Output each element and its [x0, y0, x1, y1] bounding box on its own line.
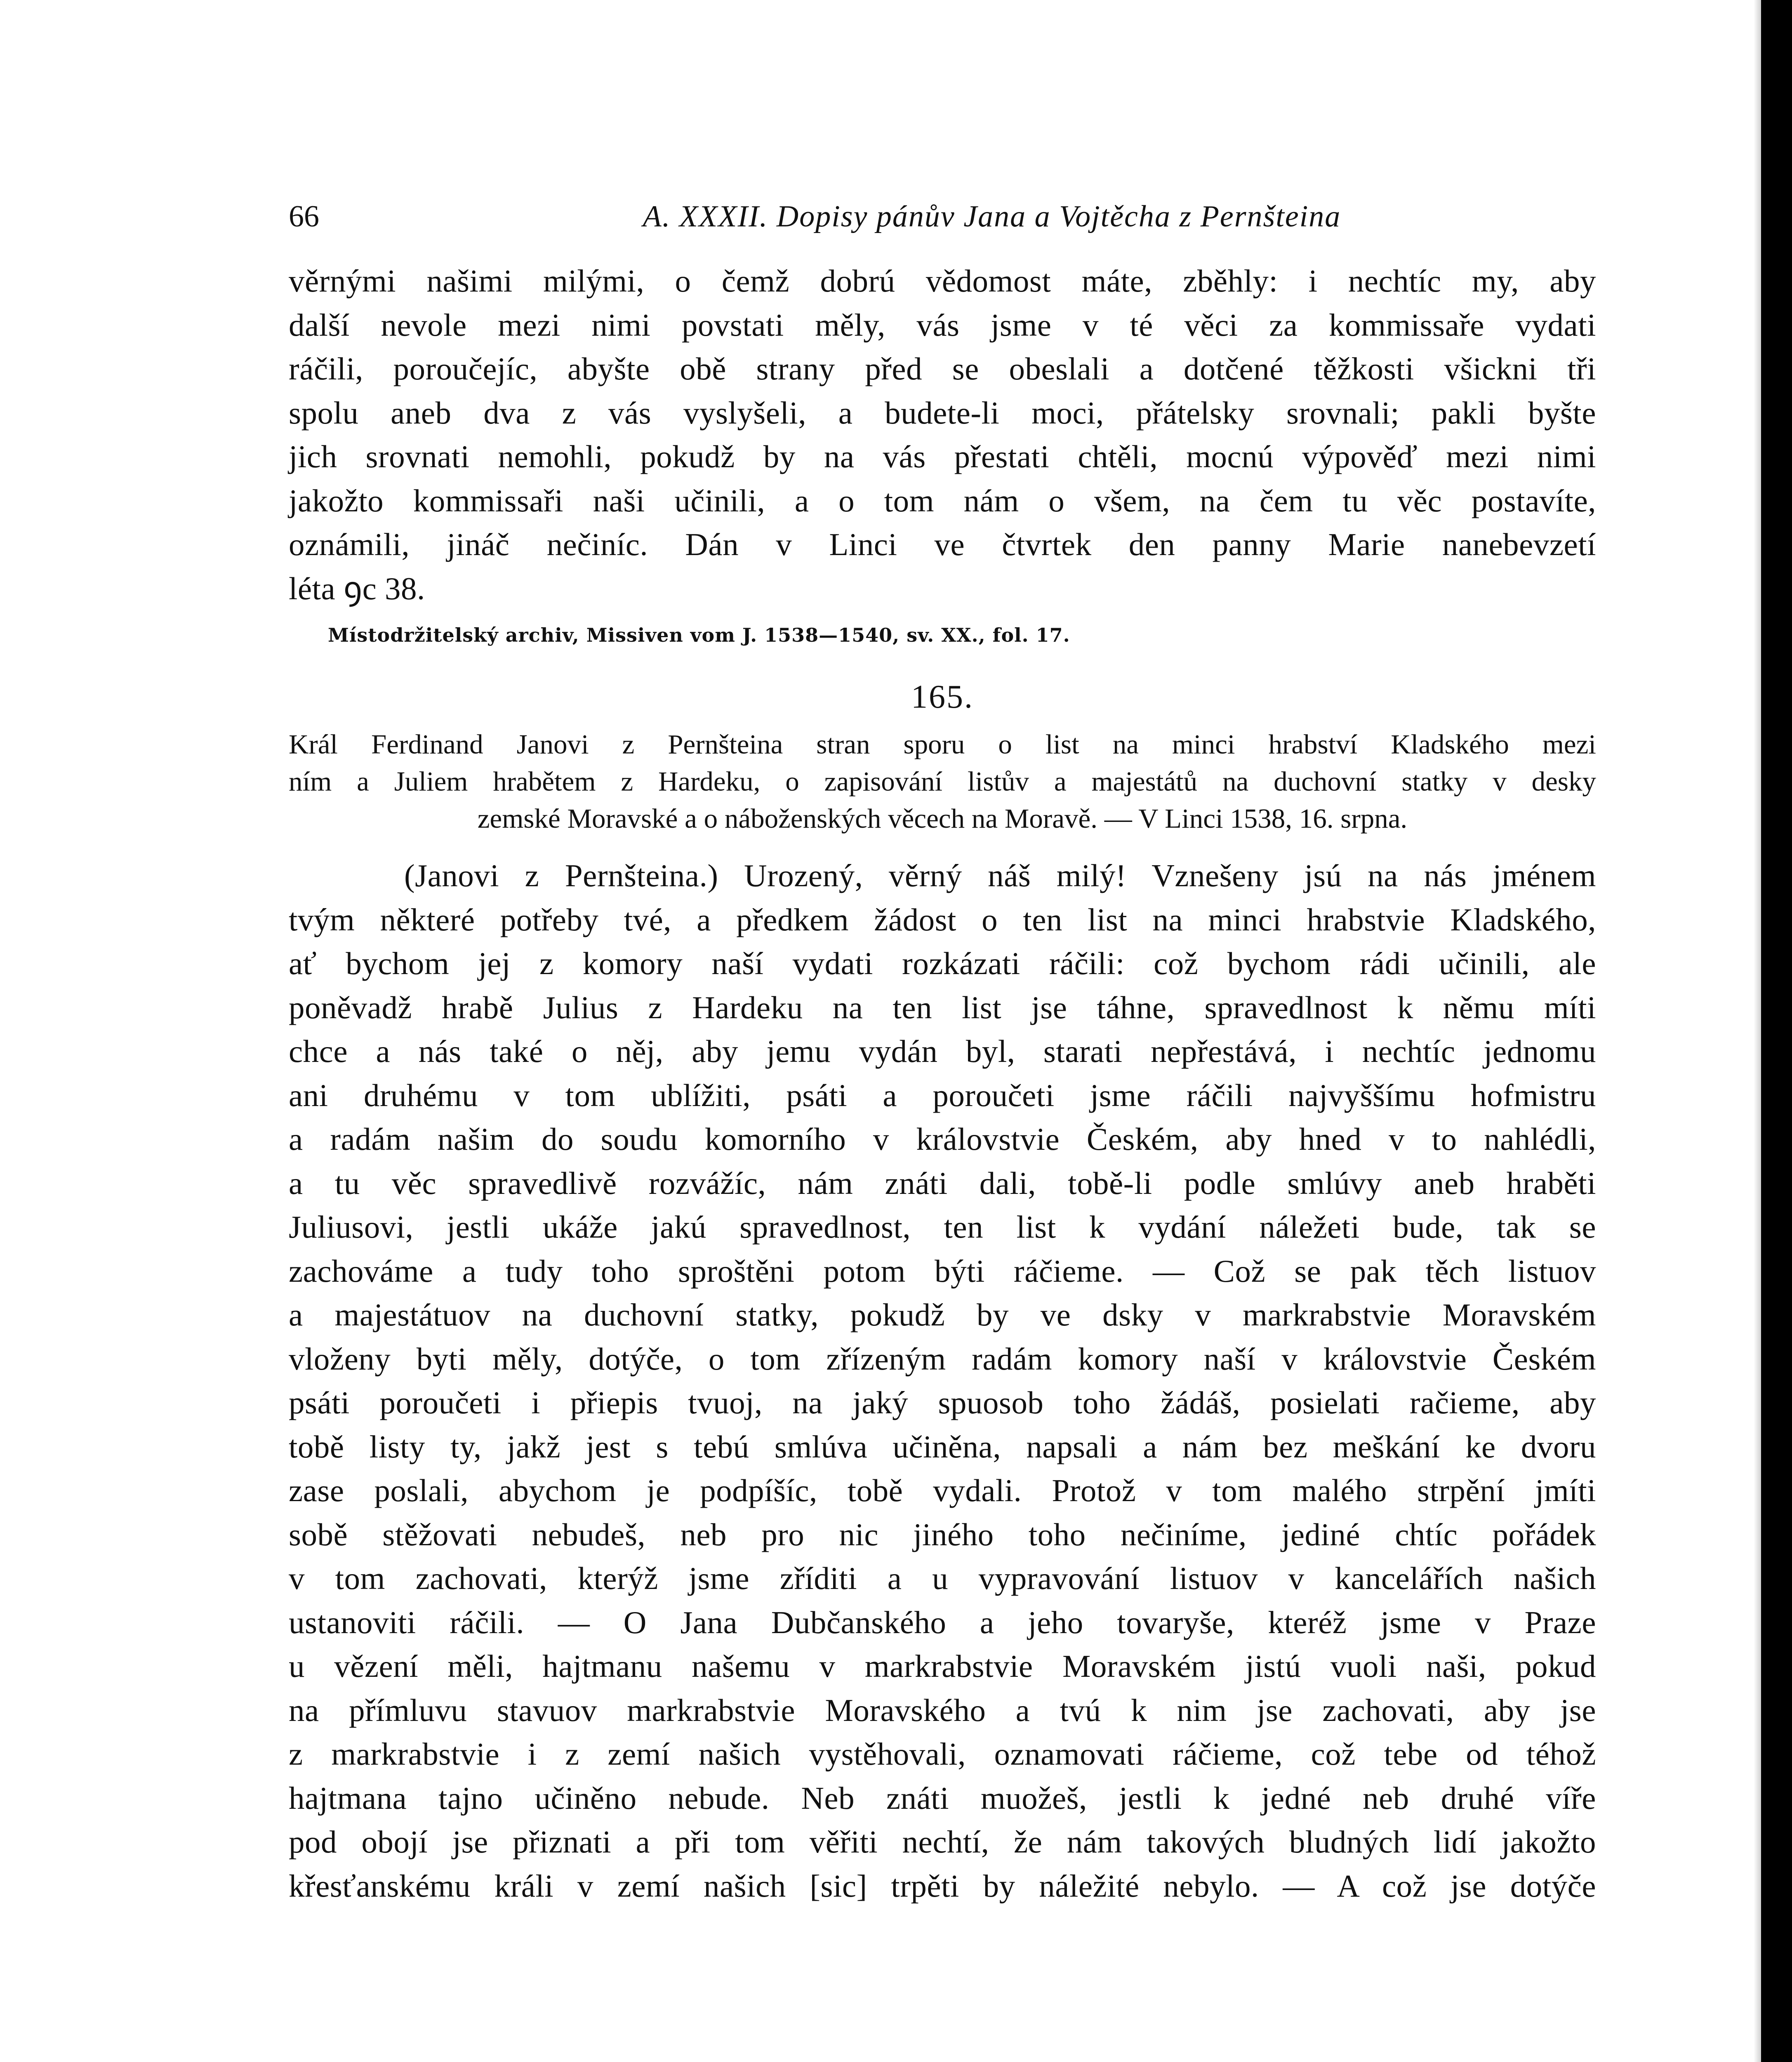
text-line: a tu věc spravedlivě rozvážíc, nám znáti dali, tobě-li podle smlúvy aneb hraběti	[289, 1165, 1596, 1201]
text-line: ať bychom jej z komory naší vydati rozkázati ráčili: což bychom rádi učinili, ale	[289, 946, 1596, 981]
document-page	[289, 198, 1596, 1908]
text-line: jakožto kommissaři naši učinili, a o tom nám o všem, na čem tu věc postavíte,	[289, 483, 1596, 518]
text-line: chce a nás také o něj, aby jemu vydán byl, starati nepřestává, i nechtíc jednomu	[289, 1033, 1596, 1069]
text-line: z markrabstvie i z zemí našich vystěhovali, oznamovati ráčieme, což tebe od téhož	[289, 1736, 1596, 1772]
text-line: u vězení měli, hajtmanu našemu v markrabstvie Moravském jistú vuoli naši, pokud	[289, 1648, 1596, 1684]
archive-source-note: Místodržitelský archiv, Missiven vom J. 1538—1540, sv. XX., fol. 17.	[328, 624, 1070, 646]
continuation-paragraph	[289, 259, 1596, 610]
text-line: ustanoviti ráčili. — O Jana Dubčanského a jeho tovaryše, kteréž jsme v Praze	[289, 1604, 1596, 1640]
text-line: a majestátuov na duchovní statky, pokudž by ve dsky v markrabstvie Moravském	[289, 1297, 1596, 1332]
regest-line: Král Ferdinand Janovi z Pernšteina stran sporu o list na minci hrabství Kladského mezi	[289, 729, 1596, 760]
document-text	[289, 854, 1596, 1908]
regest-line: ním a Juliem hrabětem z Hardeku, o zapisování listův a majestátů na duchovní statky v desky	[289, 766, 1596, 797]
document-regest	[289, 726, 1596, 837]
text-line: jich srovnati nemohli, pokudž by na vás přestati chtěli, mocnú výpověď mezi nimi	[289, 439, 1596, 474]
text-line: tvým některé potřeby tvé, a předkem žádost o ten list na minci hrabstvie Kladského,	[289, 902, 1596, 937]
scan-shadow	[1754, 0, 1761, 2062]
text-line: tobě listy ty, jakž jest s tebú smlúva učiněna, napsali a nám bez meškání ke dvoru	[289, 1429, 1596, 1464]
text-line: léta ꝯc 38.	[289, 570, 425, 606]
regest-line: zemské Moravské a o náboženských věcech na Moravě. — V Linci 1538, 16. srpna.	[477, 803, 1408, 834]
text-line: křesťanskému králi v zemí našich [sic] trpěti by náležité nebylo. — A což jse dotýče	[289, 1868, 1596, 1904]
text-line: na přímluvu stavuov markrabstvie Moravského a tvú k nim jse zachovati, aby jse	[289, 1692, 1596, 1728]
page-number: 66	[289, 200, 319, 233]
text-line: vloženy byti měly, dotýče, o tom zřízeným radám komory naší v královstvie Českém	[289, 1341, 1596, 1377]
text-line: Juliusovi, jestli ukáže jakú spravedlnost, ten list k vydání náležeti bude, tak se	[289, 1209, 1596, 1245]
text-line: psáti poroučeti i přiepis tvuoj, na jaký spuosob toho žádáš, posielati račieme, aby	[289, 1385, 1596, 1420]
text-line: zase poslali, abychom je podpíšíc, tobě vydali. Protož v tom malého strpění jmíti	[289, 1473, 1596, 1508]
text-line: pod obojí jse přiznati a při tom věřiti nechtí, že nám takových bludných lidí jakožto	[289, 1824, 1596, 1860]
text-line: zachováme a tudy toho sproštěni potom býti ráčieme. — Což se pak těch listuov	[289, 1253, 1596, 1289]
document-number: 165.	[911, 679, 974, 715]
running-title: A. XXXII. Dopisy pánův Jana a Vojtěcha z Pernšteina	[643, 200, 1341, 233]
text-line: oznámili, jináč nečiníc. Dán v Linci ve čtvrtek den panny Marie nanebevzetí	[289, 527, 1596, 562]
text-line: a radám našim do soudu komorního v královstvie Českém, aby hned v to nahlédli,	[289, 1121, 1596, 1157]
text-line: sobě stěžovati nebudeš, neb pro nic jiného toho nečiníme, jediné chtíc pořádek	[289, 1516, 1596, 1552]
scan-edge	[1761, 0, 1792, 2062]
text-line: věrnými našimi milými, o čemž dobrú vědomost máte, zběhly: i nechtíc my, aby	[289, 263, 1596, 299]
running-head	[289, 198, 1596, 235]
text-line: ráčili, poroučejíc, abyšte obě strany před se obeslali a dotčené těžkosti všickni tři	[289, 351, 1596, 386]
text-line: v tom zachovati, kterýž jsme zříditi a u vypravování listuov v kancelářích našich	[289, 1561, 1596, 1596]
text-line: ani druhému v tom ublížiti, psáti a poroučeti jsme ráčili najvyššímu hofmistru	[289, 1077, 1596, 1113]
text-line: poněvadž hrabě Julius z Hardeku na ten list jse táhne, spravedlnost k němu míti	[289, 989, 1596, 1025]
text-line: spolu aneb dva z vás vyslyšeli, a budete-li moci, přátelsky srovnali; pakli byšte	[289, 395, 1596, 431]
text-line: (Janovi z Pernšteina.) Urozený, věrný náš milý! Vznešeny jsú na nás jménem	[404, 858, 1596, 893]
text-line: hajtmana tajno učiněno nebude. Neb znáti muožeš, jestli k jedné neb druhé víře	[289, 1780, 1596, 1816]
text-line: další nevole mezi nimi povstati měly, vás jsme v té věci za kommissaře vydati	[289, 307, 1596, 343]
